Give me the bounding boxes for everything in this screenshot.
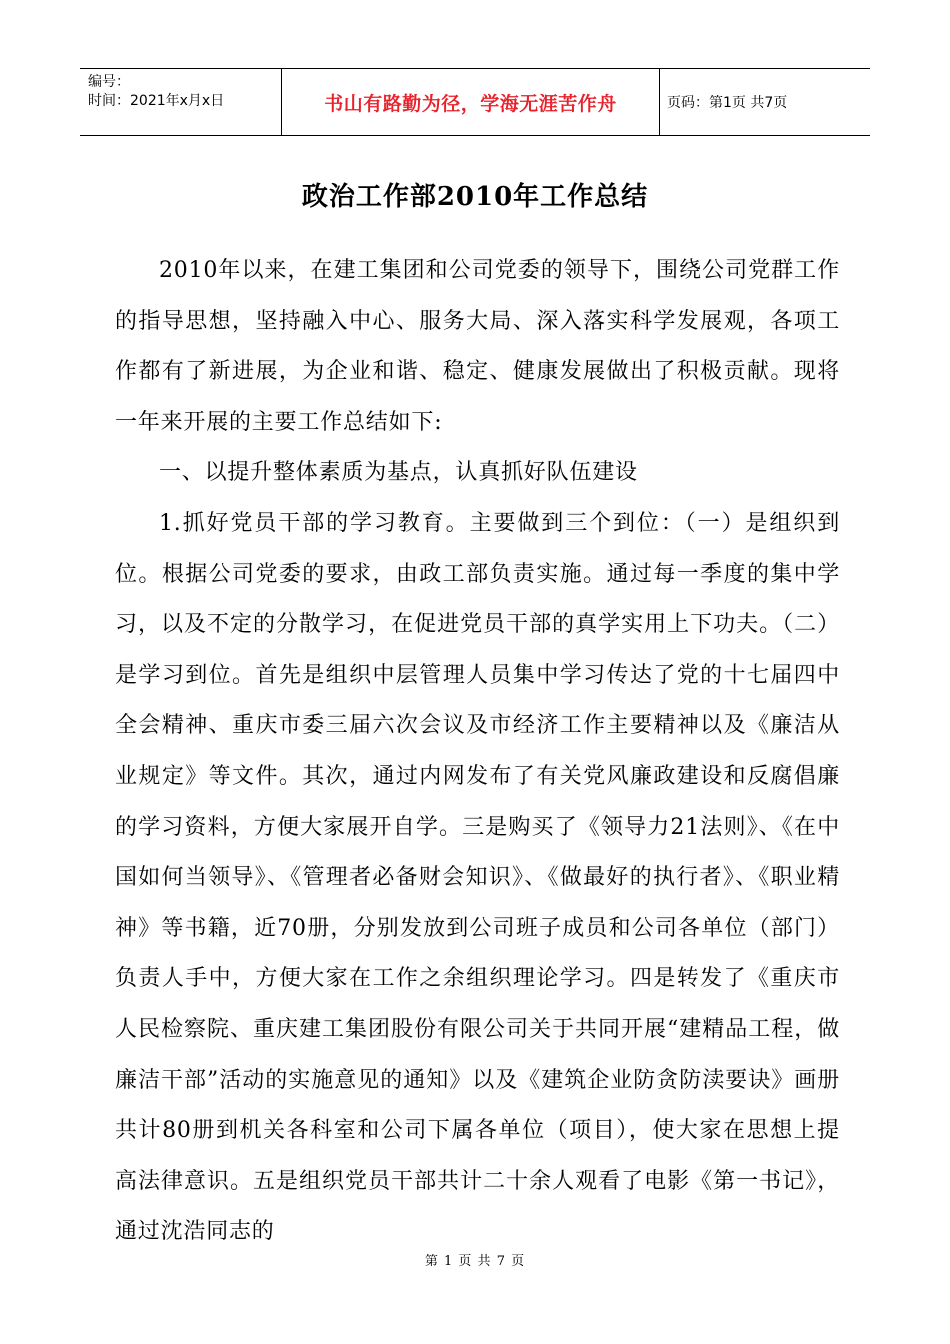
page-footer: 第 1 页 共 7 页 (424, 1254, 526, 1269)
page-info-text: 页码：第1页 共7页 (667, 95, 788, 111)
date-label: 时间：2021年x月x日 (88, 93, 225, 109)
number-label: 编号： (88, 74, 130, 90)
section-heading-1: 一、以提升整体素质为基点，认真抓好队伍建设 (159, 460, 638, 486)
header-meta (80, 69, 282, 135)
paragraph-intro: 2010年以来，在建工集团和公司党委的领导下，围绕公司党群工作的指导思想，坚持融入中心、服务大局、深入落实科学发展观，各项工作都有了新进展，为企业和谐、稳定、健康发展做出了积极贡献。现将一年来开展的主要工作总结如下: (115, 258, 840, 435)
motto-text: 书山有路勤为径，学海无涯苦作舟 (324, 92, 617, 115)
paragraph-1: 1.抓好党员干部的学习教育。主要做到三个到位：（一）是组织到位。根据公司党委的要求，由政工部负责实施。通过每一季度的集中学习，以及不定的分散学习，在促进党员干部的真学实用上下功夫。（二）是学习到位。首先是组织中层管理人员集中学习传达了党的十七届四中全会精神、重庆市委三届六次会议及市经济工作主要精神以及《廉洁从业规定》等文件。其次，通过内网发布了有关党风廉政建设和反腐倡廉的学习资料，方便大家展开自学。三是购买了《领导力21法则》、《在中国如何当领导》、《管理者必备财会知识》、《做最好的执行者》、《职业精神》等书籍，近70册，分别发放到公司班子成员和公司各单位（部门）负责人手中，方便大家在工作之余组织理论学习。四是转发了《重庆市人民检察院、重庆建工集团股份有限公司关于共同开展“建精品工程，做廉洁干部”活动的实施意见的通知》以及《建筑企业防贪防渎要诀》画册共计80册到机关各科室和公司下属各单位（项目），使大家在思想上提高法律意识。五是组织党员干部共计二十余人观看了电影《第一书记》，通过沈浩同志的 (115, 510, 840, 1245)
document-body (115, 246, 840, 1258)
document-header (80, 68, 870, 136)
header-page-info (660, 69, 870, 135)
document-title: 政治工作部2010年工作总结 (301, 182, 649, 212)
header-motto (282, 69, 660, 135)
